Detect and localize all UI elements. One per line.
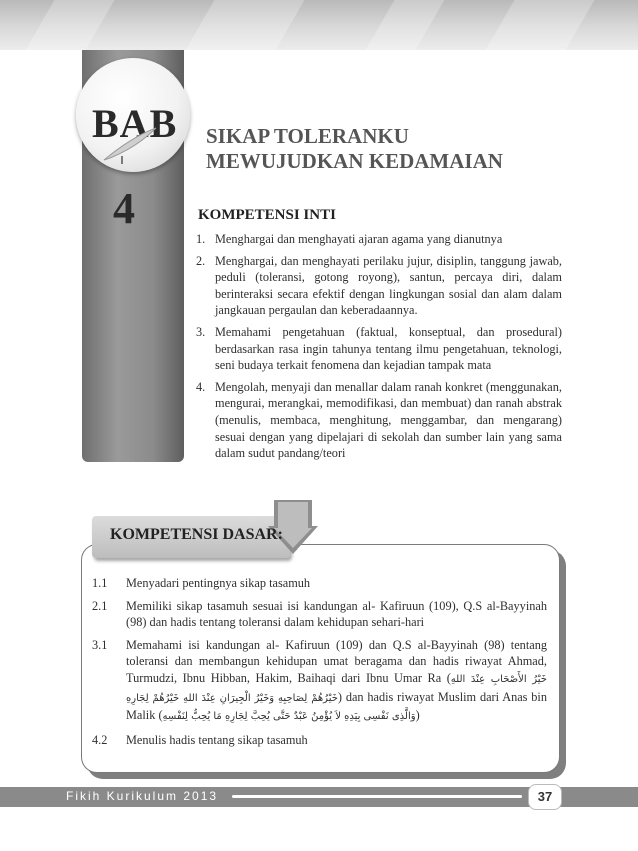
item-number: 1. xyxy=(196,232,206,246)
item-text: Mengolah, menyaji dan menallar dalam ranah konkret (menggunakan, mengurai, merangkai, memodifikasi, dan membuat) dan ranah abstrak (menulis, membaca, menghitung, menggambar, dan mengarang) sesuai dengan yang dipelajari di sekolah dan sumber lain yang sama dalam sudut pandang/teori xyxy=(215,379,562,461)
chapter-title-line1: SIKAP TOLERANKU xyxy=(206,124,409,148)
item-text: Menghargai dan menghayati ajaran agama yang dianutnya xyxy=(215,232,503,246)
kompetensi-inti-heading: KOMPETENSI INTI xyxy=(198,207,336,223)
arabic-hadith-text: خَيْرُ الأَصْحَابِ عِنْدَ اللهِ خَيْرُهُمْ لِصَاحِبِهِ وَخَيْرُ الْجِيرَانِ عِنْدَ اللهِ خَيْرُهُمْ لِجَارِهِ xyxy=(126,673,547,704)
item-text: Menyadari pentingnya sikap tasamuh xyxy=(126,576,311,590)
item-number: 3. xyxy=(196,324,206,339)
list-item xyxy=(196,253,562,319)
item-text: Memiliki sikap tasamuh sesuai isi kandungan al- Kafiruun (109), Q.S al-Bayyinah (98) dan hadis tentang toleransi dalam kehidupan sehari-hari xyxy=(126,598,547,630)
list-item xyxy=(92,637,547,726)
chapter-title xyxy=(206,124,503,174)
list-item xyxy=(196,231,562,248)
kompetensi-inti-list xyxy=(196,231,562,467)
item-number: 4. xyxy=(196,379,206,394)
kompetensi-dasar-list xyxy=(92,575,547,754)
header-band xyxy=(0,0,638,50)
item-number: 3.1 xyxy=(92,637,108,652)
list-item xyxy=(92,732,547,749)
item-number: 2.1 xyxy=(92,598,108,613)
chapter-number: 4 xyxy=(113,184,135,233)
page-number: 37 xyxy=(529,785,561,809)
footer-divider xyxy=(232,795,522,798)
list-item xyxy=(196,379,562,462)
list-item xyxy=(92,598,547,631)
chapter-title-line2: MEWUJUDKAN KEDAMAIAN xyxy=(206,149,503,173)
item-text: ) xyxy=(415,708,420,723)
kompetensi-dasar-heading: KOMPETENSI DASAR: xyxy=(110,526,283,543)
arabic-hadith-text: وَالَّذِى نَفْسِى بِيَدِهِ لاَ يُؤْمِنُ عَبْدٌ حَتَّى يُحِبَّ لِجَارِهِ مَا يُحِبُّ لِنَفْسِهِ xyxy=(162,711,416,723)
list-item xyxy=(196,324,562,374)
item-text: Menghargai, dan menghayati perilaku jujur, disiplin, tanggung jawab, peduli (toleransi, gotong royong), santun, percaya diri, dalam berinteraksi secara efektif dengan lingkungan sosial dan alam dalam jangkauan pergaulan dan keberadaannya. xyxy=(215,253,562,318)
item-number: 4.2 xyxy=(92,732,108,747)
list-item xyxy=(92,575,547,592)
item-number: 1.1 xyxy=(92,576,108,590)
item-text: Menulis hadis tentang sikap tasamuh xyxy=(126,732,308,747)
item-text: Memahami isi kandungan al- Kafiruun (109) dan Q.S al-Bayyinah (98) tentang toleransi dan membangun kehidupan umat beragama dan hadis riwayat Ahmad, Turmudzi, Ibnu Hibban, Hakim, Baihaqi dari Ibnu Umar Ra ( xyxy=(126,637,547,685)
chapter-label: BAB xyxy=(92,101,178,146)
footer-book-title: Fikih Kurikulum 2013 xyxy=(66,789,219,803)
quill-icon xyxy=(100,126,160,166)
item-text: Memahami pengetahuan (faktual, konseptual, dan prosedural) berdasarkan rasa ingin tahunya tentang ilmu pengetahuan, teknologi, seni budaya terkait fenomena dan kejadian tampak mata xyxy=(215,324,562,373)
item-text: ) dan hadis riwayat Muslim dari Anas bin Malik ( xyxy=(126,689,547,723)
item-number: 2. xyxy=(196,253,206,268)
